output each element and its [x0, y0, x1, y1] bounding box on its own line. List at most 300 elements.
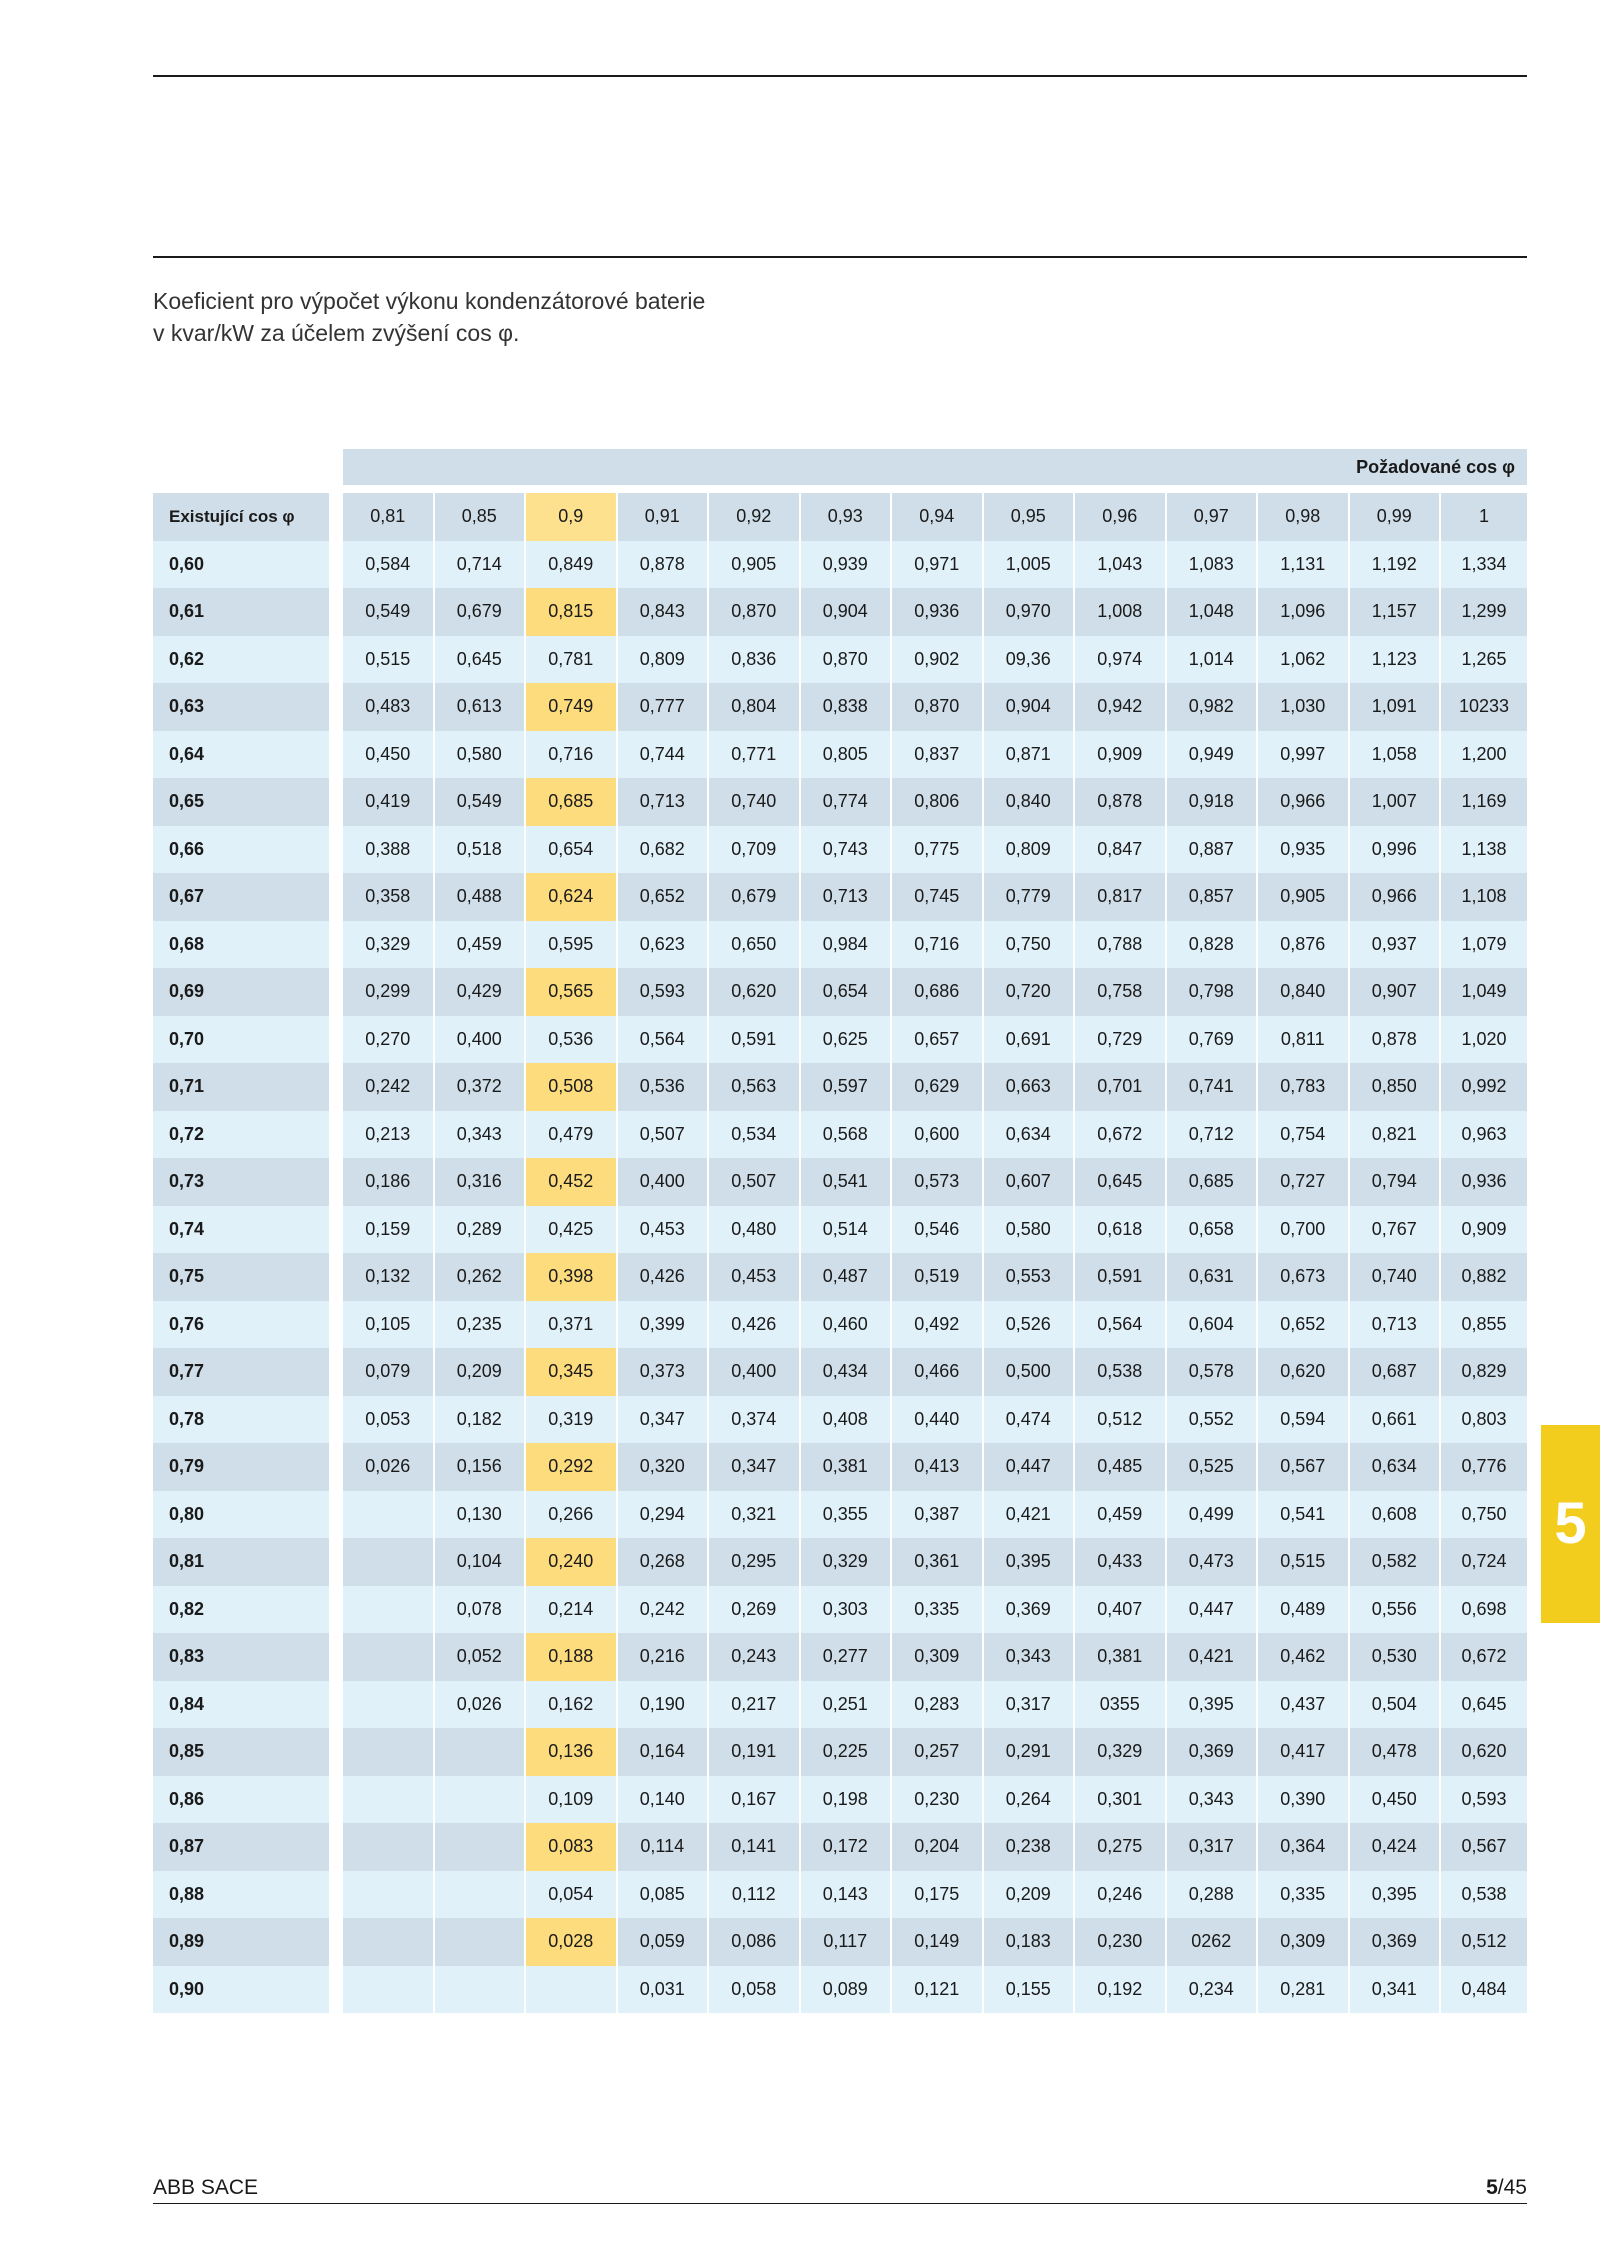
- table-cell: 0,645: [435, 636, 527, 684]
- table-cell: 0,549: [343, 588, 435, 636]
- table-cell: 0,811: [1258, 1016, 1350, 1064]
- row-label: 0,74: [153, 1206, 343, 1254]
- table-cell: 0,634: [984, 1111, 1076, 1159]
- table-cell: 0,175: [892, 1871, 984, 1919]
- table-cell: 0,984: [801, 921, 893, 969]
- table-cell: 0,395: [984, 1538, 1076, 1586]
- table-row: [153, 1301, 1527, 1349]
- table-cell: 0,086: [709, 1918, 801, 1966]
- table-cell: 0,225: [801, 1728, 893, 1776]
- column-header-row: [153, 493, 1527, 541]
- table-cell: 0,905: [1258, 873, 1350, 921]
- table-cell: 0,466: [892, 1348, 984, 1396]
- table-cell: 0,026: [343, 1443, 435, 1491]
- table-cell: 0,400: [709, 1348, 801, 1396]
- table-cell: 0,159: [343, 1206, 435, 1254]
- table-cell: 0,567: [1258, 1443, 1350, 1491]
- table-cell: 0,591: [1075, 1253, 1167, 1301]
- table-cell: 0,492: [892, 1301, 984, 1349]
- table-cell: [343, 1538, 435, 1586]
- table-cell: 0,750: [1441, 1491, 1527, 1539]
- table-cell: 0,744: [618, 731, 710, 779]
- table-cell: 0,623: [618, 921, 710, 969]
- table-cell: 0,053: [343, 1396, 435, 1444]
- column-header: 0,97: [1167, 493, 1259, 541]
- table-cell: [343, 1871, 435, 1919]
- table-cell: 0,343: [1167, 1776, 1259, 1824]
- table-row: [153, 541, 1527, 589]
- table-cell: 0,783: [1258, 1063, 1350, 1111]
- table-cell: 0,447: [1167, 1586, 1259, 1634]
- table-cell: 0,857: [1167, 873, 1259, 921]
- table-cell: 0,553: [984, 1253, 1076, 1301]
- table-cell: 0,608: [1350, 1491, 1442, 1539]
- row-label: 0,68: [153, 921, 343, 969]
- table-cell: 0,565: [526, 968, 618, 1016]
- table-cell: 0,525: [1167, 1443, 1259, 1491]
- table-cell: 0355: [1075, 1681, 1167, 1729]
- table-cell: 0,301: [1075, 1776, 1167, 1824]
- table-cell: 0,582: [1350, 1538, 1442, 1586]
- top-rule: [153, 75, 1527, 77]
- row-label: 0,66: [153, 826, 343, 874]
- table-cell: 0,966: [1258, 778, 1350, 826]
- table-cell: 0,341: [1350, 1966, 1442, 2014]
- table-cell: 0,052: [435, 1633, 527, 1681]
- table-cell: 0,262: [435, 1253, 527, 1301]
- table-cell: 0,264: [984, 1776, 1076, 1824]
- row-label: 0,87: [153, 1823, 343, 1871]
- table-cell: 0,369: [984, 1586, 1076, 1634]
- table-cell: 0,534: [709, 1111, 801, 1159]
- column-header: 0,95: [984, 493, 1076, 541]
- table-cell: 0,749: [526, 683, 618, 731]
- table-cell: 0,452: [526, 1158, 618, 1206]
- table-cell: 1,108: [1441, 873, 1527, 921]
- table-cell: 0,289: [435, 1206, 527, 1254]
- table-cell: 0,059: [618, 1918, 710, 1966]
- table-cell: 0,235: [435, 1301, 527, 1349]
- table-cell: 0,484: [1441, 1966, 1527, 2014]
- table-cell: 0,645: [1441, 1681, 1527, 1729]
- footer-page-number: [1486, 2176, 1527, 2200]
- table-cell: 0,447: [984, 1443, 1076, 1491]
- table-cell: 0,112: [709, 1871, 801, 1919]
- table-cell: 0,876: [1258, 921, 1350, 969]
- table-row: [153, 1633, 1527, 1681]
- table-cell: 0,713: [801, 873, 893, 921]
- table-cell: 0,712: [1167, 1111, 1259, 1159]
- table-cell: 0,489: [1258, 1586, 1350, 1634]
- table-cell: 0,242: [618, 1586, 710, 1634]
- table-cell: 0,740: [709, 778, 801, 826]
- table-cell: 0,600: [892, 1111, 984, 1159]
- table-cell: 0,573: [892, 1158, 984, 1206]
- table-cell: 0,437: [1258, 1681, 1350, 1729]
- table-cell: 0,268: [618, 1538, 710, 1586]
- table-cell: 0,904: [801, 588, 893, 636]
- table-cell: [435, 1728, 527, 1776]
- table-cell: 0,426: [618, 1253, 710, 1301]
- table-cell: 0,805: [801, 731, 893, 779]
- table-cell: 0,530: [1350, 1633, 1442, 1681]
- row-label: 0,83: [153, 1633, 343, 1681]
- table-cell: 0,564: [618, 1016, 710, 1064]
- table-cell: 0,654: [801, 968, 893, 1016]
- table-cell: 0,372: [435, 1063, 527, 1111]
- table-cell: 0,716: [526, 731, 618, 779]
- table-cell: 0,745: [892, 873, 984, 921]
- table-cell: 0,804: [709, 683, 801, 731]
- table-cell: 0,794: [1350, 1158, 1442, 1206]
- table-cell: 0,714: [435, 541, 527, 589]
- table-cell: [343, 1681, 435, 1729]
- table-cell: 0,230: [1075, 1918, 1167, 1966]
- table-cell: 0,299: [343, 968, 435, 1016]
- row-label: 0,80: [153, 1491, 343, 1539]
- table-cell: 0,700: [1258, 1206, 1350, 1254]
- table-cell: 0,536: [618, 1063, 710, 1111]
- table-cell: 0,840: [1258, 968, 1350, 1016]
- table-cell: 0,345: [526, 1348, 618, 1396]
- table-cell: 0,909: [1075, 731, 1167, 779]
- table-row: [153, 778, 1527, 826]
- table-cell: 1,138: [1441, 826, 1527, 874]
- table-cell: 0,114: [618, 1823, 710, 1871]
- table-cell: 0,143: [801, 1871, 893, 1919]
- table-cell: 0,679: [709, 873, 801, 921]
- table-cell: 0,758: [1075, 968, 1167, 1016]
- table-cell: 0,329: [343, 921, 435, 969]
- table-row: [153, 1443, 1527, 1491]
- table-cell: 0,425: [526, 1206, 618, 1254]
- table-cell: 0,343: [435, 1111, 527, 1159]
- table-cell: 0,878: [1350, 1016, 1442, 1064]
- table-cell: 0,657: [892, 1016, 984, 1064]
- table-cell: 1,049: [1441, 968, 1527, 1016]
- table-cell: 0,798: [1167, 968, 1259, 1016]
- table-cell: 0,949: [1167, 731, 1259, 779]
- table-cell: 0,283: [892, 1681, 984, 1729]
- table-cell: 0,563: [709, 1063, 801, 1111]
- table-cell: 0,882: [1441, 1253, 1527, 1301]
- table-cell: 0,028: [526, 1918, 618, 1966]
- table-cell: 0,216: [618, 1633, 710, 1681]
- table-cell: 0,172: [801, 1823, 893, 1871]
- table-row: [153, 1918, 1527, 1966]
- caption-line-2: v kvar/kW za účelem zvýšení cos φ.: [153, 320, 520, 346]
- table-row: [153, 588, 1527, 636]
- table-cell: 0,743: [801, 826, 893, 874]
- table-cell: 0,685: [1167, 1158, 1259, 1206]
- footer-page-rest: /45: [1497, 2176, 1527, 2199]
- table-cell: [343, 1823, 435, 1871]
- table-cell: [435, 1871, 527, 1919]
- table-cell: 0,132: [343, 1253, 435, 1301]
- column-header: 0,96: [1075, 493, 1167, 541]
- table-cell: 0,713: [618, 778, 710, 826]
- table-cell: 0,624: [526, 873, 618, 921]
- table-cell: 0,870: [709, 588, 801, 636]
- table-cell: 0,104: [435, 1538, 527, 1586]
- table-cell: 0,109: [526, 1776, 618, 1824]
- table-cell: 0,243: [709, 1633, 801, 1681]
- table-cell: 0,809: [984, 826, 1076, 874]
- table-cell: 0,817: [1075, 873, 1167, 921]
- table-cell: 0,213: [343, 1111, 435, 1159]
- table-cell: 0,776: [1441, 1443, 1527, 1491]
- table-cell: 1,334: [1441, 541, 1527, 589]
- table-cell: 0,058: [709, 1966, 801, 2014]
- column-header: 0,91: [618, 493, 710, 541]
- row-label: 0,76: [153, 1301, 343, 1349]
- table-cell: 0,504: [1350, 1681, 1442, 1729]
- table-cell: 0,364: [1258, 1823, 1350, 1871]
- row-label: 0,64: [153, 731, 343, 779]
- table-body: [153, 541, 1527, 2014]
- table-cell: 1,131: [1258, 541, 1350, 589]
- table-cell: 0,270: [343, 1016, 435, 1064]
- column-header: 0,92: [709, 493, 801, 541]
- row-label: 0,71: [153, 1063, 343, 1111]
- table-cell: 0262: [1167, 1918, 1259, 1966]
- table-row: [153, 1063, 1527, 1111]
- table-cell: 0,209: [984, 1871, 1076, 1919]
- table-cell: 0,453: [709, 1253, 801, 1301]
- row-label: 0,75: [153, 1253, 343, 1301]
- table-cell: 0,821: [1350, 1111, 1442, 1159]
- table-cell: [435, 1823, 527, 1871]
- column-header: 1: [1441, 493, 1527, 541]
- table-cell: 0,309: [892, 1633, 984, 1681]
- table-cell: 0,654: [526, 826, 618, 874]
- table-cell: 0,593: [1441, 1776, 1527, 1824]
- table-cell: 0,387: [892, 1491, 984, 1539]
- table-cell: 0,580: [984, 1206, 1076, 1254]
- table-cell: 0,514: [801, 1206, 893, 1254]
- table-cell: 1,062: [1258, 636, 1350, 684]
- table-cell: 1,299: [1441, 588, 1527, 636]
- table-cell: 0,698: [1441, 1586, 1527, 1634]
- table-cell: 0,682: [618, 826, 710, 874]
- table-cell: 0,741: [1167, 1063, 1259, 1111]
- row-label: 0,60: [153, 541, 343, 589]
- row-label: 0,90: [153, 1966, 343, 2014]
- column-header: 0,81: [343, 493, 435, 541]
- table-cell: 0,580: [435, 731, 527, 779]
- table-cell: 0,564: [1075, 1301, 1167, 1349]
- table-cell: 0,294: [618, 1491, 710, 1539]
- column-header: 0,93: [801, 493, 893, 541]
- table-cell: 0,155: [984, 1966, 1076, 2014]
- table-cell: 0,691: [984, 1016, 1076, 1064]
- table-cell: 0,217: [709, 1681, 801, 1729]
- table-cell: 0,162: [526, 1681, 618, 1729]
- table-cell: 0,453: [618, 1206, 710, 1254]
- table-row: [153, 1823, 1527, 1871]
- table-cell: 0,054: [526, 1871, 618, 1919]
- table-cell: 0,996: [1350, 826, 1442, 874]
- row-label: 0,88: [153, 1871, 343, 1919]
- table-cell: 0,538: [1441, 1871, 1527, 1919]
- table-cell: 0,663: [984, 1063, 1076, 1111]
- table-cell: 0,078: [435, 1586, 527, 1634]
- table-row: [153, 1586, 1527, 1634]
- table-cell: 0,136: [526, 1728, 618, 1776]
- table-cell: 0,974: [1075, 636, 1167, 684]
- table-cell: 0,905: [709, 541, 801, 589]
- footer-company: ABB SACE: [153, 2176, 259, 2199]
- table-cell: 0,459: [1075, 1491, 1167, 1539]
- table-cell: 1,020: [1441, 1016, 1527, 1064]
- table-cell: 0,499: [1167, 1491, 1259, 1539]
- table-cell: [435, 1966, 527, 2014]
- footer-rule: [153, 2203, 1527, 2204]
- table-row: [153, 921, 1527, 969]
- table-cell: 1,157: [1350, 588, 1442, 636]
- table-cell: 0,275: [1075, 1823, 1167, 1871]
- table-cell: 0,673: [1258, 1253, 1350, 1301]
- row-label: 0,73: [153, 1158, 343, 1206]
- table-cell: 0,281: [1258, 1966, 1350, 2014]
- table-cell: 0,620: [1258, 1348, 1350, 1396]
- row-label: 0,86: [153, 1776, 343, 1824]
- table-cell: 0,419: [343, 778, 435, 826]
- table-cell: 0,724: [1441, 1538, 1527, 1586]
- table-cell: 1,008: [1075, 588, 1167, 636]
- table-row: [153, 968, 1527, 1016]
- chapter-tab-marker: 5: [1541, 1425, 1600, 1623]
- table-cell: 1,005: [984, 541, 1076, 589]
- table-cell: 0,485: [1075, 1443, 1167, 1491]
- table-cell: [435, 1776, 527, 1824]
- table-cell: 0,902: [892, 636, 984, 684]
- table-cell: 0,335: [892, 1586, 984, 1634]
- table-cell: 0,156: [435, 1443, 527, 1491]
- table-cell: 1,123: [1350, 636, 1442, 684]
- table-cell: 0,837: [892, 731, 984, 779]
- table-cell: 0,238: [984, 1823, 1076, 1871]
- table-cell: 09,36: [984, 636, 1076, 684]
- table-cell: 0,085: [618, 1871, 710, 1919]
- table-cell: 0,519: [892, 1253, 984, 1301]
- table-cell: 0,847: [1075, 826, 1167, 874]
- row-label: 0,70: [153, 1016, 343, 1064]
- table-cell: 0,479: [526, 1111, 618, 1159]
- table-cell: 0,369: [1167, 1728, 1259, 1776]
- table-cell: [343, 1918, 435, 1966]
- table-cell: 0,140: [618, 1776, 710, 1824]
- table-cell: 0,567: [1441, 1823, 1527, 1871]
- table-cell: 0,613: [435, 683, 527, 731]
- table-cell: 0,687: [1350, 1348, 1442, 1396]
- table-cell: 0,652: [618, 873, 710, 921]
- table-cell: 0,992: [1441, 1063, 1527, 1111]
- table-cell: 1,043: [1075, 541, 1167, 589]
- table-cell: [343, 1491, 435, 1539]
- table-cell: 0,518: [435, 826, 527, 874]
- table-cell: 0,277: [801, 1633, 893, 1681]
- table-cell: 0,828: [1167, 921, 1259, 969]
- table-row: [153, 1206, 1527, 1254]
- table-cell: 0,809: [618, 636, 710, 684]
- table-cell: 0,317: [984, 1681, 1076, 1729]
- table-cell: 0,398: [526, 1253, 618, 1301]
- table-cell: 0,591: [709, 1016, 801, 1064]
- table-cell: 0,320: [618, 1443, 710, 1491]
- table-cell: 0,607: [984, 1158, 1076, 1206]
- table-cell: 0,508: [526, 1063, 618, 1111]
- table-row: [153, 1776, 1527, 1824]
- table-cell: 0,838: [801, 683, 893, 731]
- table-cell: 0,836: [709, 636, 801, 684]
- table-row: [153, 873, 1527, 921]
- table-cell: 0,079: [343, 1348, 435, 1396]
- table-cell: 0,230: [892, 1776, 984, 1824]
- table-cell: [343, 1776, 435, 1824]
- table-cell: 0,429: [435, 968, 527, 1016]
- table-cell: [435, 1918, 527, 1966]
- table-cell: 0,347: [618, 1396, 710, 1444]
- table-cell: 0,234: [1167, 1966, 1259, 2014]
- table-cell: 0,515: [1258, 1538, 1350, 1586]
- table-row: [153, 683, 1527, 731]
- table-cell: 0,769: [1167, 1016, 1259, 1064]
- table-cell: 0,549: [435, 778, 527, 826]
- table-cell: 0,982: [1167, 683, 1259, 731]
- table-cell: 0,400: [618, 1158, 710, 1206]
- table-cell: 0,141: [709, 1823, 801, 1871]
- table-row: [153, 1158, 1527, 1206]
- table-cell: 1,079: [1441, 921, 1527, 969]
- table-row: [153, 1111, 1527, 1159]
- table-cell: 0,251: [801, 1681, 893, 1729]
- table-cell: 10233: [1441, 683, 1527, 731]
- table-cell: 0,507: [618, 1111, 710, 1159]
- table-cell: 0,130: [435, 1491, 527, 1539]
- table-cell: 0,292: [526, 1443, 618, 1491]
- table-cell: 0,117: [801, 1918, 893, 1966]
- table-row: [153, 1538, 1527, 1586]
- table-row: [153, 1253, 1527, 1301]
- table-cell: 0,450: [1350, 1776, 1442, 1824]
- table-cell: 0,679: [435, 588, 527, 636]
- table-cell: 0,413: [892, 1443, 984, 1491]
- table-cell: 0,121: [892, 1966, 984, 2014]
- table-cell: 0,483: [343, 683, 435, 731]
- table-cell: 0,855: [1441, 1301, 1527, 1349]
- table-cell: 0,390: [1258, 1776, 1350, 1824]
- table-cell: 0,417: [1258, 1728, 1350, 1776]
- table-cell: 0,424: [1350, 1823, 1442, 1871]
- table-cell: 0,625: [801, 1016, 893, 1064]
- table-cell: 0,775: [892, 826, 984, 874]
- table-cell: 0,373: [618, 1348, 710, 1396]
- row-label: 0,81: [153, 1538, 343, 1586]
- table-cell: 0,597: [801, 1063, 893, 1111]
- column-header: 0,9: [526, 493, 618, 541]
- table-cell: 0,266: [526, 1491, 618, 1539]
- table-cell: [526, 1966, 618, 2014]
- table-cell: 0,214: [526, 1586, 618, 1634]
- table-cell: 0,777: [618, 683, 710, 731]
- table-cell: 0,584: [343, 541, 435, 589]
- header-rule: [153, 256, 1527, 258]
- table-cell: 0,426: [709, 1301, 801, 1349]
- coefficient-table: [153, 493, 1527, 2013]
- table-cell: 0,329: [801, 1538, 893, 1586]
- table-cell: 0,650: [709, 921, 801, 969]
